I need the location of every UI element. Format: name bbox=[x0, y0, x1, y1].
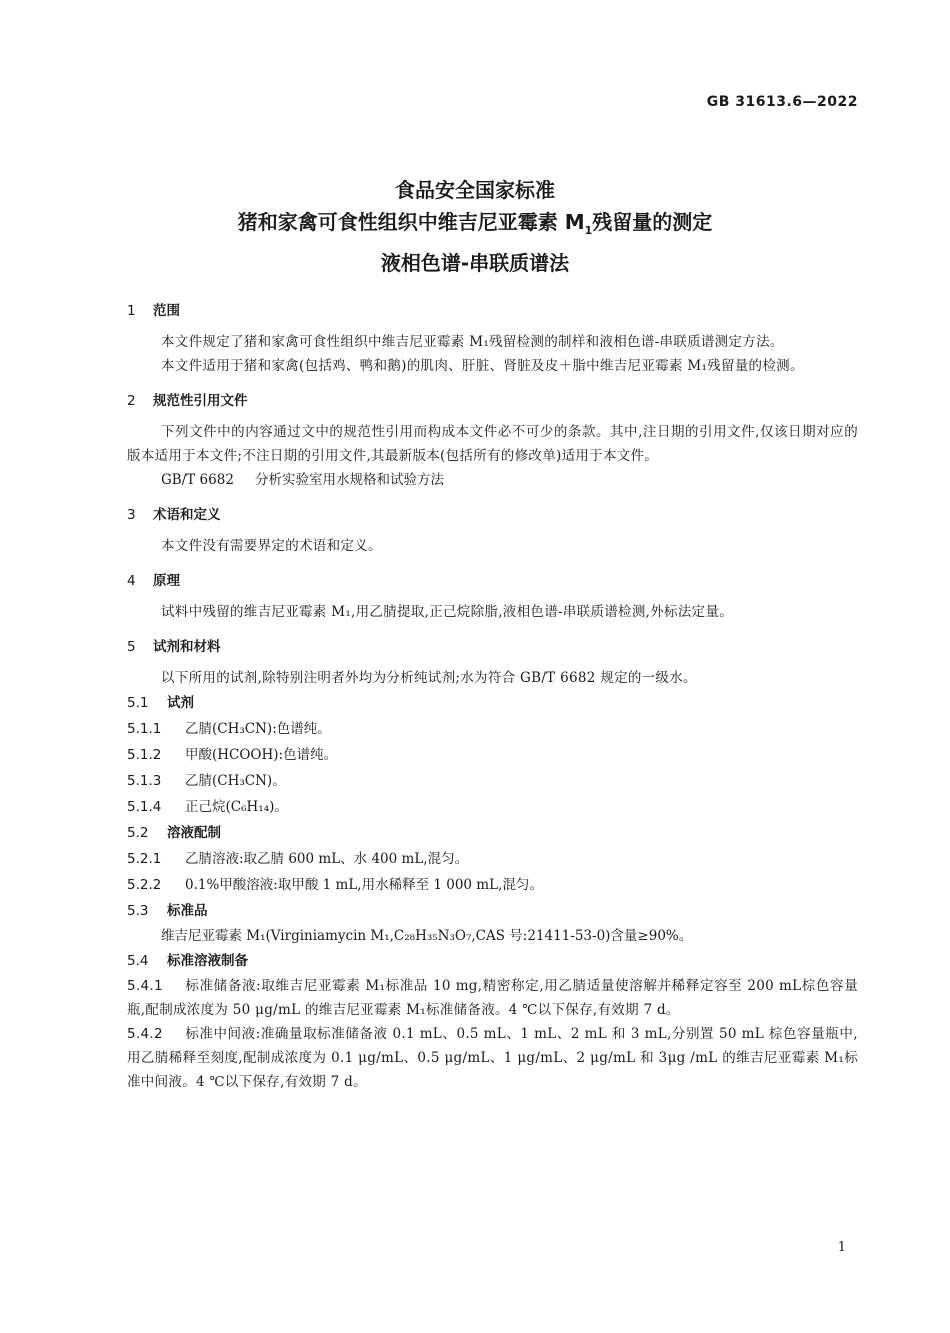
list-item: 5.1.2 甲酸(HCOOH):色谱纯。 bbox=[127, 747, 338, 763]
list-item: 5.1.4 正己烷(C₆H₁₄)。 bbox=[127, 799, 288, 815]
section-1-para-1: 本文件规定了猪和家禽可食性组织中维吉尼亚霉素 M₁残留检测的制样和液相色谱-串联质谱测定方法。 bbox=[161, 334, 784, 350]
list-item: 5.1.1 乙腈(CH₃CN):色谱纯。 bbox=[127, 721, 331, 737]
section-5-2-heading: 5.2 溶液配制 bbox=[127, 825, 221, 841]
list-item: 5.2.2 0.1%甲酸溶液:取甲酸 1 mL,用水稀释至 1 000 mL,混匀。 bbox=[127, 877, 543, 893]
section-4-para-1: 试料中残留的维吉尼亚霉素 M₁,用乙腈提取,正己烷除脂,液相色谱-串联质谱检测,外标法定量。 bbox=[161, 604, 734, 620]
document-body bbox=[127, 298, 858, 1094]
section-4-heading: 4 原理 bbox=[127, 573, 180, 589]
list-item: 5.4.1 标准储备液:取维吉尼亚霉素 M₁标准品 10 mg,精密称定,用乙腈适量使溶解并稀释定容至 200 mL棕色容量瓶,配制成浓度为 50 μg/mL 的维吉尼亚霉素 M₁标准储备液。4 ℃以下保存,有效期 7 d。 bbox=[127, 978, 858, 1018]
reference-entry: GB/T 6682 分析实验室用水规格和试验方法 bbox=[161, 472, 444, 488]
document-title bbox=[0, 174, 950, 279]
section-1-para-2: 本文件适用于猪和家禽(包括鸡、鸭和鹅)的肌肉、肝脏、肾脏及皮＋脂中维吉尼亚霉素 M₁残留量的检测。 bbox=[161, 358, 804, 374]
section-1-heading: 1 范围 bbox=[127, 303, 180, 319]
section-3-heading: 3 术语和定义 bbox=[127, 507, 221, 523]
page-number: 1 bbox=[837, 1240, 846, 1255]
title-line-3: 液相色谱-串联质谱法 bbox=[380, 251, 570, 275]
section-3-para-1: 本文件没有需要界定的术语和定义。 bbox=[161, 538, 382, 554]
list-item: 5.2.1 乙腈溶液:取乙腈 600 mL、水 400 mL,混匀。 bbox=[127, 851, 469, 867]
title-line-1: 食品安全国家标准 bbox=[395, 178, 555, 202]
section-2-heading: 2 规范性引用文件 bbox=[127, 393, 248, 409]
title-line-2: 猪和家禽可食性组织中维吉尼亚霉素 $M_1$残留量的测定 bbox=[237, 210, 713, 237]
list-item: 5.1.3 乙腈(CH₃CN)。 bbox=[127, 773, 286, 789]
section-5-heading: 5 试剂和材料 bbox=[127, 639, 221, 655]
standard-code: GB 31613.6—2022 bbox=[706, 94, 858, 110]
list-item: 5.4.2 标准中间液:准确量取标准储备液 0.1 mL、0.5 mL、1 mL、2 mL 和 3 mL,分别置 50 mL 棕色容量瓶中,用乙腈稀释至刻度,配制成浓度为 0.1 μg/mL、0.5 μg/mL、1 μg/mL、2 μg/mL 和 3μg /mL 的维吉尼亚霉素 M₁标准中间液。4 ℃以下保存,有效期 7 d。 bbox=[127, 1026, 858, 1090]
section-5-4-heading: 5.4 标准溶液制备 bbox=[127, 953, 248, 969]
section-2-para-1: 下列文件中的内容通过文中的规范性引用而构成本文件必不可少的条款。其中,注日期的引用文件,仅该日期对应的版本适用于本文件;不注日期的引用文件,其最新版本(包括所有的修改单)适用于本文件。 bbox=[127, 424, 858, 464]
section-5-3-text: 维吉尼亚霉素 M₁(Virginiamycin M₁,C₂₈H₃₅N₃O₇,CAS 号:21411-53-0)含量≥90%。 bbox=[161, 928, 693, 944]
section-5-1-heading: 5.1 试剂 bbox=[127, 695, 194, 711]
section-5-3-heading: 5.3 标准品 bbox=[127, 903, 208, 919]
section-5-para-1: 以下所用的试剂,除特别注明者外均为分析纯试剂;水为符合 GB/T 6682 规定的一级水。 bbox=[161, 670, 697, 686]
